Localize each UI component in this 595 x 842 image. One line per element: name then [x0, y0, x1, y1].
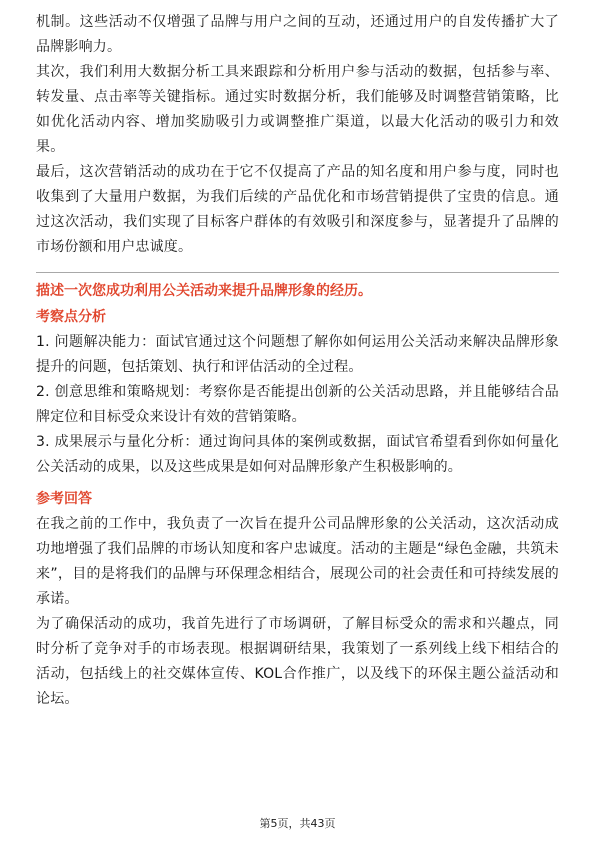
- section-divider: [36, 272, 559, 273]
- analysis-point-2: 2. 创意思维和策略规划：考察你是否能提出创新的公关活动思路，并且能够结合品牌定位和目标受众来设计有效的营销策略。: [36, 384, 559, 425]
- analysis-title: 考察点分析: [36, 309, 106, 325]
- page-number: 第5页，共43页: [259, 817, 336, 830]
- answer-title: 参考回答: [36, 491, 92, 507]
- intro-paragraph-1: 机制。这些活动不仅增强了品牌与用户之间的互动，还通过用户的自发传播扩大了品牌影响力。: [36, 14, 559, 55]
- analysis-point-3: 3. 成果展示与量化分析：通过询问具体的案例或数据，面试官希望看到你如何量化公关活动的成果，以及这些成果是如何对品牌形象产生积极影响的。: [36, 434, 559, 475]
- intro-paragraph-2: 其次，我们利用大数据分析工具来跟踪和分析用户参与活动的数据，包括参与率、转发量、点击率等关键指标。通过实时数据分析，我们能够及时调整营销策略，比如优化活动内容、增加奖励吸引力或调整推广渠道，以最大化活动的吸引力和效果。: [36, 64, 559, 155]
- intro-paragraph-3: 最后，这次营销活动的成功在于它不仅提高了产品的知名度和用户参与度，同时也收集到了大量用户数据，为我们后续的产品优化和市场营销提供了宝贵的信息。通过这次活动，我们实现了目标客户群体的有效吸引和深度参与，显著提升了品牌的市场份额和用户忠诚度。: [36, 164, 559, 255]
- analysis-point-1: 1. 问题解决能力：面试官通过这个问题想了解你如何运用公关活动来解决品牌形象提升的问题，包括策划、执行和评估活动的全过程。: [36, 334, 559, 375]
- answer-paragraph-2: 为了确保活动的成功，我首先进行了市场调研，了解目标受众的需求和兴趣点，同时分析了竞争对手的市场表现。根据调研结果，我策划了一系列线上线下相结合的活动，包括线上的社交媒体宣传、KOL合作推广，以及线下的环保主题公益活动和论坛。: [36, 616, 559, 707]
- document-page: [36, 10, 559, 712]
- answer-paragraph-1: 在我之前的工作中，我负责了一次旨在提升公司品牌形象的公关活动，这次活动成功地增强了我们品牌的市场认知度和客户忠诚度。活动的主题是“绿色金融，共筑未来”，目的是将我们的品牌与环保理念相结合，展现公司的社会责任和可持续发展的承诺。: [36, 516, 559, 607]
- question-heading: 描述一次您成功利用公关活动来提升品牌形象的经历。: [36, 283, 372, 299]
